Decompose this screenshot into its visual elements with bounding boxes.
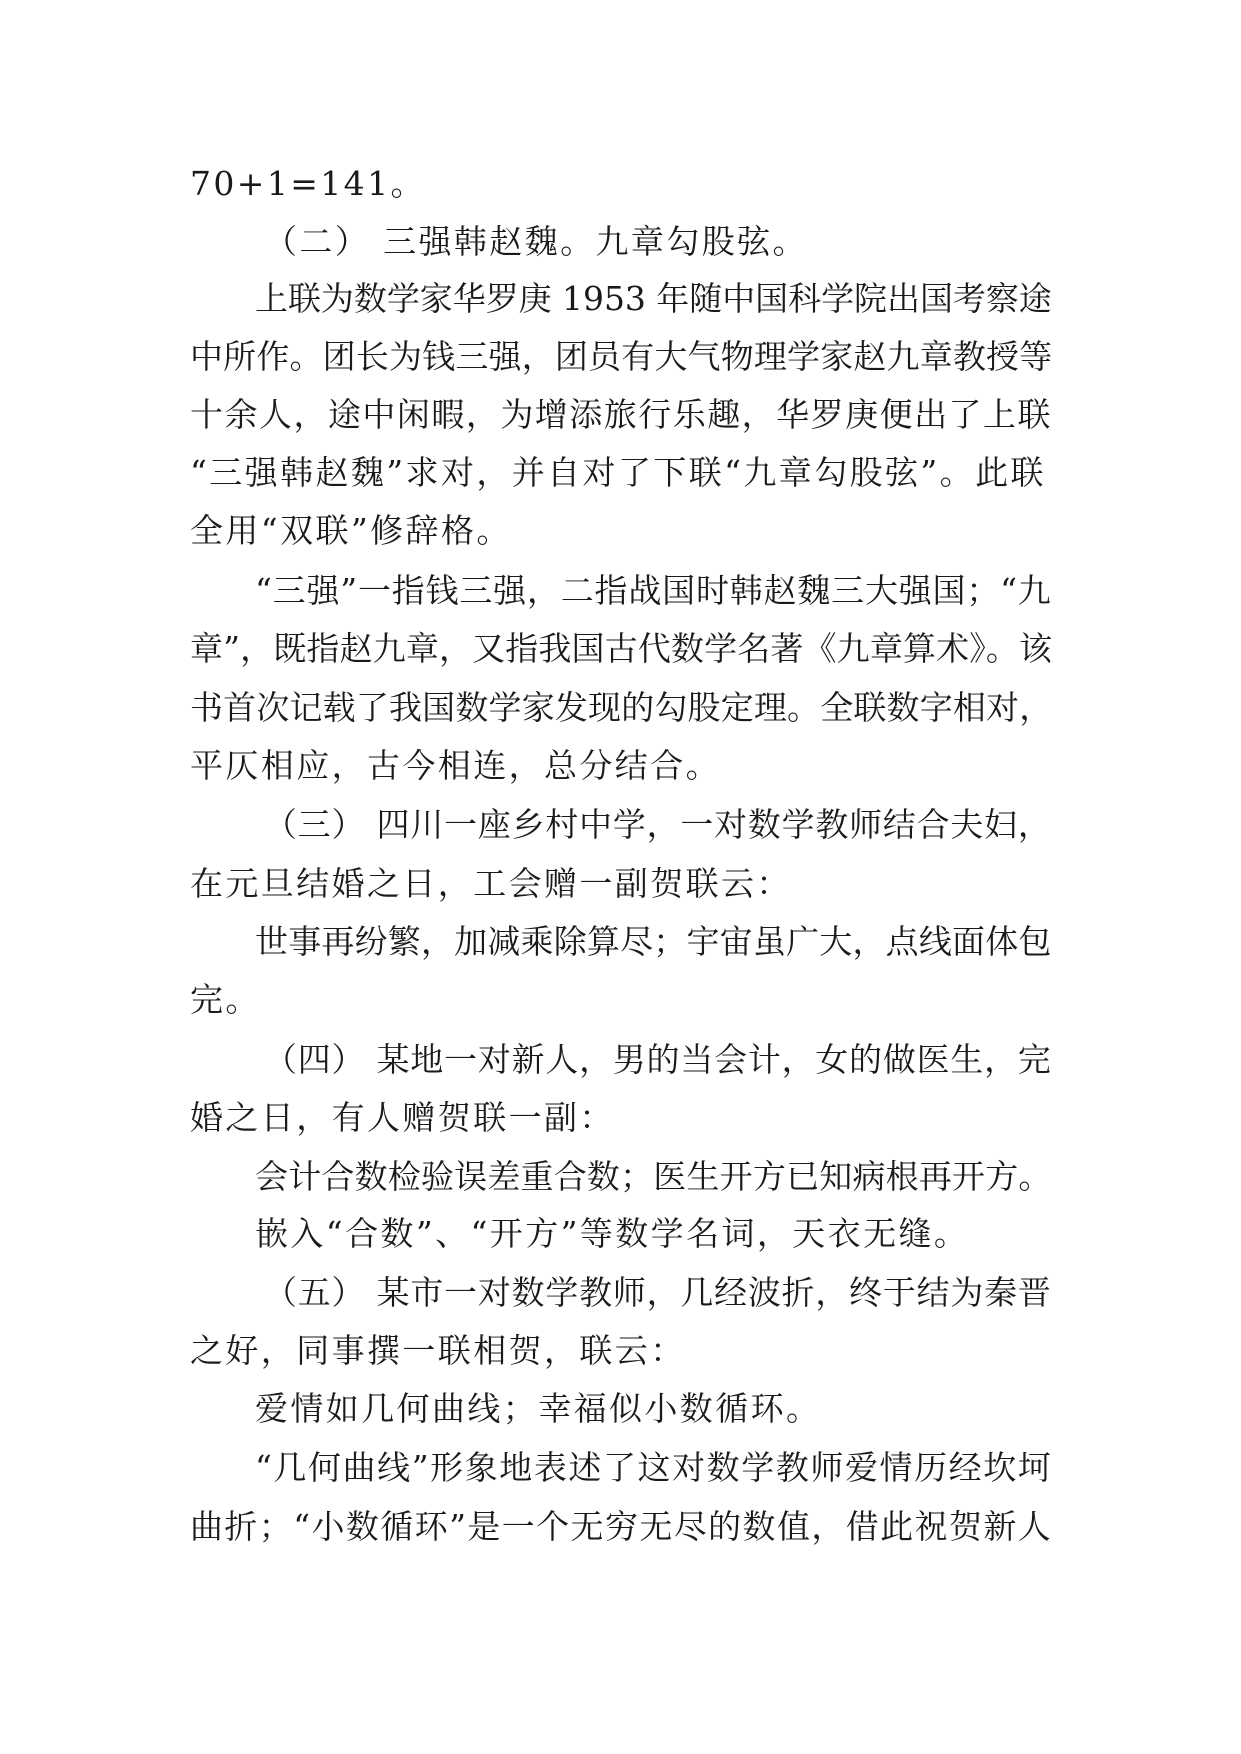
text-line-18: 会计合数检验误差重合数；医生开方已知病根再开方。 bbox=[255, 1157, 1052, 1196]
text-line-21: 之好，同事撰一联相贺，联云： bbox=[190, 1331, 686, 1370]
text-line-23: “几何曲线”形象地表述了这对数学教师爱情历经坎坷 bbox=[255, 1448, 1053, 1487]
text-line-1: 70+1=141。 bbox=[190, 164, 426, 203]
text-line-6: “三强韩赵魏”求对，并自对了下联“九章勾股弦”。此联 bbox=[190, 453, 1046, 492]
text-line-11: 平仄相应，古今相连，总分结合。 bbox=[190, 746, 721, 785]
text-line-12: （三） 四川一座乡村中学，一对数学教师结合夫妇， bbox=[264, 805, 1052, 844]
text-line-16: （四） 某地一对新人，男的当会计，女的做医生，完 bbox=[264, 1040, 1052, 1079]
text-line-2: （二） 三强韩赵魏。九章勾股弦。 bbox=[264, 222, 808, 261]
text-line-10: 书首次记载了我国数学家发现的勾股定理。全联数字相对， bbox=[190, 688, 1053, 727]
text-line-19: 嵌入“合数”、“开方”等数学名词，天衣无缝。 bbox=[255, 1214, 970, 1253]
text-line-5: 十余人，途中闲暇，为增添旅行乐趣，华罗庚便出了上联 bbox=[190, 395, 1052, 434]
text-line-22: 爱情如几何曲线；幸福似小数循环。 bbox=[255, 1389, 822, 1428]
text-line-7: 全用“双联”修辞格。 bbox=[190, 511, 512, 550]
text-line-24: 曲折；“小数循环”是一个无穷无尽的数值，借此祝贺新人 bbox=[190, 1507, 1053, 1546]
text-line-9: 章”，既指赵九章，又指我国古代数学名著《九章算术》。该 bbox=[190, 629, 1053, 668]
text-line-4: 中所作。团长为钱三强，团员有大气物理学家赵九章教授等 bbox=[190, 337, 1053, 376]
text-line-17: 婚之日，有人赠贺联一副： bbox=[190, 1098, 615, 1137]
text-line-20: （五） 某市一对数学教师，几经波折，终于结为秦晋 bbox=[264, 1273, 1052, 1312]
text-line-15: 完。 bbox=[190, 980, 261, 1019]
text-line-8: “三强”一指钱三强，二指战国时韩赵魏三大强国；“九 bbox=[255, 571, 1052, 610]
text-line-3: 上联为数学家华罗庚 1953 年随中国科学院出国考察途 bbox=[255, 279, 1052, 318]
text-line-14: 世事再纷繁，加减乘除算尽；宇宙虽广大，点线面体包 bbox=[255, 922, 1052, 961]
text-line-13: 在元旦结婚之日，工会赠一副贺联云： bbox=[190, 864, 792, 903]
